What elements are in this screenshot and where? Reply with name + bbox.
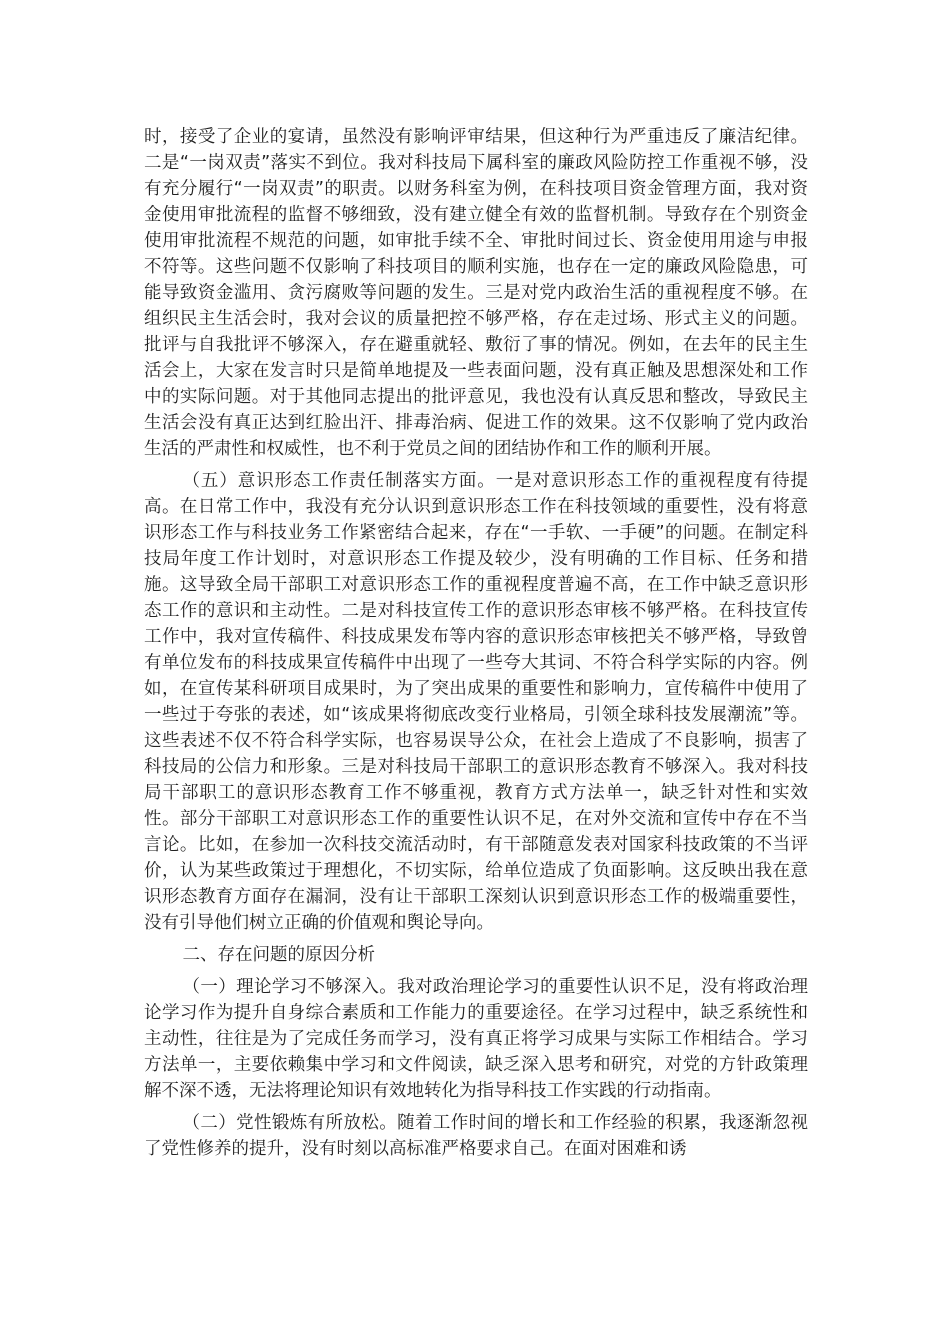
paragraph-party-spirit: （二）党性锻炼有所放松。随着工作时间的增长和工作经验的积累，我逐渐忽视了党性修养的提升，没有时刻以高标准严格要求自己。在面对困难和诱	[144, 1113, 808, 1159]
document-page	[144, 124, 808, 1168]
paragraph-theory-study: （一）理论学习不够深入。我对政治理论学习的重要性认识不足，没有将政治理论学习作为提升自身综合素质和工作能力的重要途径。在学习过程中，缺乏系统性和主动性，往往是为了完成任务而学习，没有真正将学习成果与实际工作相结合。学习方法单一，主要依赖集中学习和文件阅读，缺乏深入思考和研究，对党的方针政策理解不深不透，无法将理论知识有效地转化为指导科技工作实践的行动指南。	[144, 977, 808, 1101]
paragraph-ideology-responsibility: （五）意识形态工作责任制落实方面。一是对意识形态工作的重视程度有待提高。在日常工作中，我没有充分认识到意识形态工作在科技领域的重要性，没有将意识形态工作与科技业务工作紧密结合起来，存在“一手软、一手硬”的问题。在制定科技局年度工作计划时，对意识形态工作提及较少，没有明确的工作目标、任务和措施。这导致全局干部职工对意识形态工作的重视程度普遍不高，在工作中缺乏意识形态工作的意识和主动性。二是对科技宣传工作的意识形态审核不够严格。在科技宣传工作中，我对宣传稿件、科技成果发布等内容的意识形态审核把关不够严格，导致曾有单位发布的科技成果宣传稿件中出现了一些夸大其词、不符合科学实际的内容。例如，在宣传某科研项目成果时，为了突出成果的重要性和影响力，宣传稿件中使用了一些过于夸张的表述，如“该成果将彻底改变行业格局，引领全球科技发展潮流”等。这些表述不仅不符合科学实际，也容易误导公众，在社会上造成了不良影响，损害了科技局的公信力和形象。三是对科技局干部职工的意识形态教育不够深入。我对科技局干部职工的意识形态教育工作不够重视，教育方式方法单一，缺乏针对性和实效性。部分干部职工对意识形态工作的重要性认识不足，在对外交流和宣传中存在不当言论。比如，在参加一次科技交流活动时，有干部随意发表对国家科技政策的不当评价，认为某些政策过于理想化，不切实际，给单位造成了负面影响。这反映出我在意识形态教育方面存在漏洞，没有让干部职工深刻认识到意识形态工作的极端重要性，没有引导他们树立正确的价值观和舆论导向。	[144, 471, 808, 933]
paragraph-discipline-continued: 时，接受了企业的宴请，虽然没有影响评审结果，但这种行为严重违反了廉洁纪律。二是“一岗双责”落实不到位。我对科技局下属科室的廉政风险防控工作重视不够，没有充分履行“一岗双责”的职责。以财务科室为例，在科技项目资金管理方面，我对资金使用审批流程的监督不够细致，没有建立健全有效的监督机制。导致存在个别资金使用审批流程不规范的问题，如审批手续不全、审批时间过长、资金使用用途与申报不符等。这些问题不仅影响了科技项目的顺利实施，也存在一定的廉政风险隐患，可能导致资金滥用、贪污腐败等问题的发生。三是对党内政治生活的重视程度不够。在组织民主生活会时，我对会议的质量把控不够严格，存在走过场、形式主义的问题。批评与自我批评不够深入，存在避重就轻、敷衍了事的情况。例如，在去年的民主生活会上，大家在发言时只是简单地提及一些表面问题，没有真正触及思想深处和工作中的实际问题。对于其他同志提出的批评意见，我也没有认真反思和整改，导致民主生活会没有真正达到红脸出汗、排毒治病、促进工作的效果。这不仅影响了党内政治生活的严肃性和权威性，也不利于党员之间的团结协作和工作的顺利开展。	[144, 127, 808, 459]
section-heading-cause-analysis: 二、存在问题的原因分析	[182, 945, 375, 965]
